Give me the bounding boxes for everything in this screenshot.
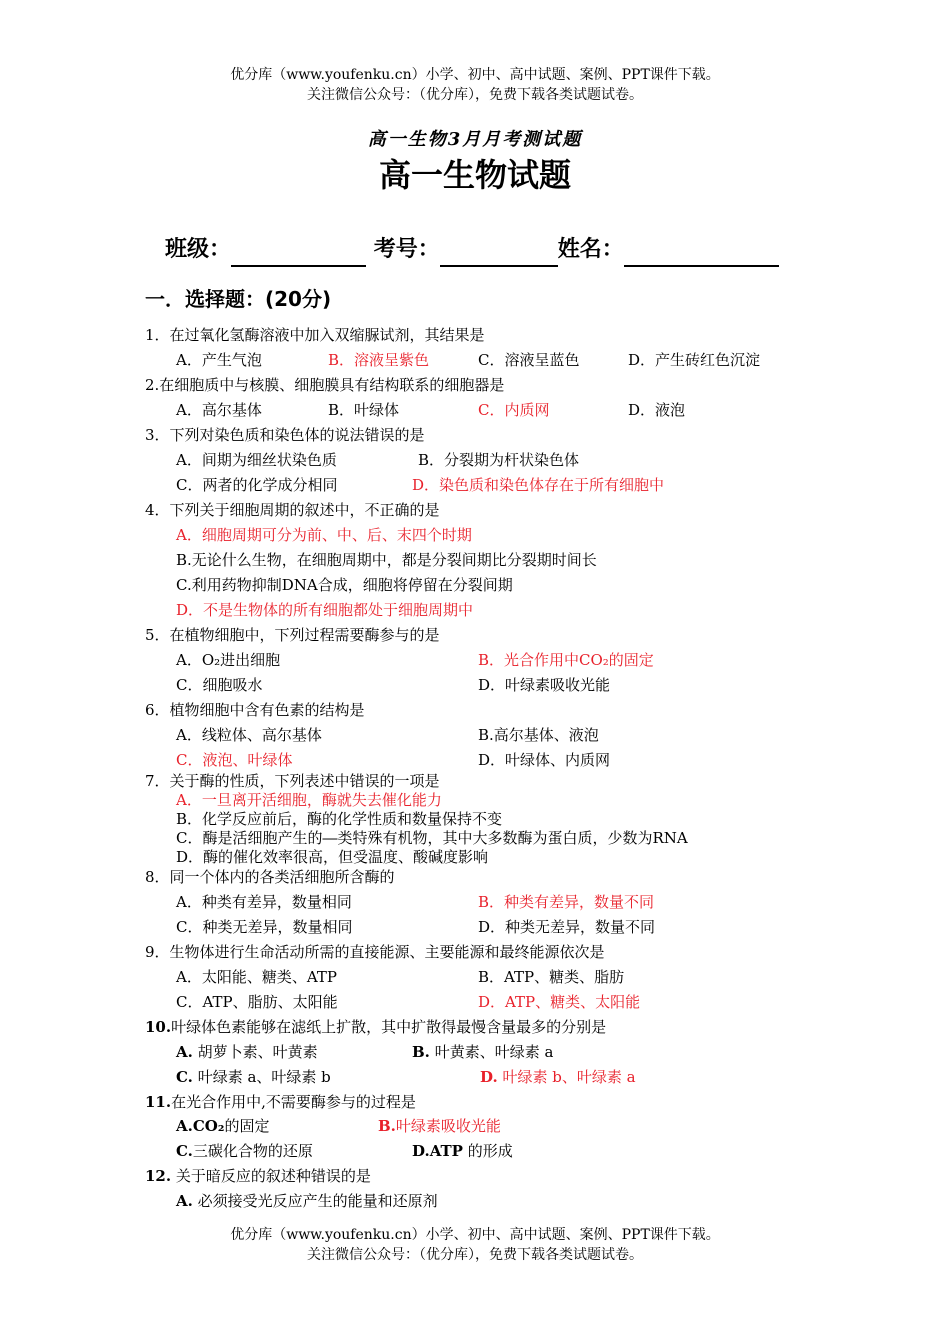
question-7-stem: 7．关于酶的性质，下列表述中错误的一项是 xyxy=(145,772,440,790)
question-2-option-d: D．液泡 xyxy=(628,401,686,419)
question-11-number: 11. xyxy=(145,1093,172,1111)
question-9-option-a: A．太阳能、糖类、ATP xyxy=(176,968,337,986)
student-info-line xyxy=(165,233,779,267)
question-9-option-d: D．ATP、糖类、太阳能 xyxy=(478,993,641,1011)
question-7-option-d: D．酶的催化效率很高，但受温度、酸碱度影响 xyxy=(176,848,489,866)
question-10-option-d-letter: D. xyxy=(480,1068,498,1086)
question-4-option-c: C.利用药物抑制DNA合成，细胞将停留在分裂间期 xyxy=(176,576,513,594)
question-5-stem: 5．在植物细胞中，下列过程需要酶参与的是 xyxy=(145,626,440,644)
question-5-option-c: C．细胞吸水 xyxy=(176,676,263,694)
exam-title: 高一生物试题 xyxy=(378,156,571,194)
question-6-option-b: B.高尔基体、液泡 xyxy=(478,726,599,744)
question-7-option-c: C．酶是活细胞产生的―类特殊有机物，其中大多数酶为蛋白质，少数为RNA xyxy=(176,829,688,847)
question-8-option-a: A．种类有差异，数量相同 xyxy=(176,893,352,911)
question-11-option-d-letter: D.ATP xyxy=(412,1142,463,1160)
exam-subtitle: 高一生物3月月考测试题 xyxy=(367,129,583,150)
question-4-option-b: B.无论什么生物，在细胞周期中，都是分裂间期比分裂期时间长 xyxy=(176,551,597,569)
question-4-option-a: A．细胞周期可分为前、中、后、末四个时期 xyxy=(176,526,472,544)
class-label: 班级： xyxy=(165,237,232,262)
question-12-text: 关于暗反应的叙述种错误的是 xyxy=(175,1167,371,1185)
question-12-option-a-letter: A. xyxy=(176,1192,193,1210)
question-9-stem: 9．生物体进行生命活动所需的直接能源、主要能源和最终能源依次是 xyxy=(145,943,605,961)
question-3-stem: 3．下列对染色质和染色体的说法错误的是 xyxy=(145,426,425,444)
question-10-text: 叶绿体色素能够在滤纸上扩散，其中扩散得最慢含量最多的分别是 xyxy=(171,1018,607,1036)
question-5-option-a: A．O₂进出细胞 xyxy=(176,651,281,669)
question-11-option-c-letter: C. xyxy=(176,1142,193,1160)
question-11-option-d-text: 的形成 xyxy=(467,1142,513,1160)
footer-line-2: 关注微信公众号：（优分库），免费下载各类试题试卷。 xyxy=(307,1247,643,1263)
class-blank xyxy=(231,239,366,267)
question-10-option-c-text: 叶绿素 a、叶绿素 b xyxy=(197,1068,331,1086)
question-10-option-d xyxy=(480,1067,636,1087)
question-11-stem xyxy=(145,1092,416,1112)
question-11-option-c-text: 三碳化合物的还原 xyxy=(192,1142,313,1160)
question-6-option-d: D．叶绿体、内质网 xyxy=(478,751,611,769)
question-12-option-a xyxy=(176,1191,438,1211)
question-3-option-d: D．染色质和染色体存在于所有细胞中 xyxy=(412,476,665,494)
question-9-option-c: C．ATP、脂肪、太阳能 xyxy=(176,993,338,1011)
question-2-option-a: A．高尔基体 xyxy=(176,401,262,419)
question-1-option-b: B．溶液呈紫色 xyxy=(328,351,430,369)
question-3-option-c: C．两者的化学成分相同 xyxy=(176,476,338,494)
question-10-option-b-text: 叶黄素、叶绿素 a xyxy=(434,1043,554,1061)
section-heading: 一．选择题：(20分) xyxy=(145,287,332,311)
question-10-option-c xyxy=(176,1067,331,1087)
question-10-option-d-text: 叶绿素 b、叶绿素 a xyxy=(502,1068,636,1086)
number-label: 考号： xyxy=(373,237,440,262)
question-1-option-c: C．溶液呈蓝色 xyxy=(478,351,580,369)
question-4-option-d xyxy=(176,600,473,620)
question-12-number: 12. xyxy=(145,1167,172,1185)
question-10-option-a xyxy=(176,1042,318,1062)
footer-line-1: 优分库（www.youfenku.cn）小学、初中、高中试题、案例、PPT课件下载。 xyxy=(230,1227,720,1243)
question-8-option-b: B．种类有差异，数量不同 xyxy=(478,893,655,911)
header-line-1: 优分库（www.youfenku.cn）小学、初中、高中试题、案例、PPT课件下载。 xyxy=(230,67,720,83)
question-11-option-b xyxy=(378,1116,501,1136)
name-blank xyxy=(624,239,779,267)
question-2-stem: 2.在细胞质中与核膜、细胞膜具有结构联系的细胞器是 xyxy=(145,376,505,394)
question-2-option-b: B．叶绿体 xyxy=(328,401,400,419)
question-6-option-a: A．线粒体、高尔基体 xyxy=(176,726,322,744)
question-10-option-c-letter: C. xyxy=(176,1068,193,1086)
question-3-option-a: A．间期为细丝状染色质 xyxy=(176,451,337,469)
question-12-option-a-text: 必须接受光反应产生的能量和还原剂 xyxy=(197,1192,438,1210)
question-10-stem xyxy=(145,1017,606,1037)
question-8-option-d: D．种类无差异，数量不同 xyxy=(478,918,656,936)
question-5-option-d: D．叶绿素吸收光能 xyxy=(478,676,611,694)
question-5-option-b: B．光合作用中CO₂的固定 xyxy=(478,651,654,669)
question-9-option-b: B．ATP、糖类、脂肪 xyxy=(478,968,625,986)
question-3-option-b: B．分裂期为杆状染色体 xyxy=(418,451,580,469)
question-7-option-a: A．一旦离开活细胞，酶就失去催化能力 xyxy=(176,791,442,809)
question-11-option-d xyxy=(412,1141,513,1161)
question-4-option-d-text: D．不是生物体的所有细胞都处于细胞周期中 xyxy=(176,601,474,619)
question-11-option-b-letter: B. xyxy=(378,1117,396,1135)
question-11-option-b-text: 叶绿素吸收光能 xyxy=(395,1117,501,1135)
question-11-option-a-text: 的固定 xyxy=(224,1117,270,1135)
question-6-option-c: C．液泡、叶绿体 xyxy=(176,751,293,769)
question-4-stem: 4．下列关于细胞周期的叙述中，不正确的是 xyxy=(145,501,440,519)
question-10-number: 10. xyxy=(145,1018,172,1036)
question-12-stem xyxy=(145,1166,371,1186)
question-1-option-d: D．产生砖红色沉淀 xyxy=(628,351,761,369)
name-label: 姓名： xyxy=(557,237,624,262)
number-blank xyxy=(440,239,558,267)
question-7-option-b: B．化学反应前后，酶的化学性质和数量保持不变 xyxy=(176,810,503,828)
question-11-option-a xyxy=(176,1116,269,1136)
question-2-option-c: C．内质网 xyxy=(478,401,550,419)
question-11-text: 在光合作用中,不需要酶参与的过程是 xyxy=(171,1093,416,1111)
question-8-option-c: C．种类无差异，数量相同 xyxy=(176,918,353,936)
question-10-option-b-letter: B. xyxy=(412,1043,430,1061)
question-11-option-c xyxy=(176,1141,313,1161)
question-1-option-a: A．产生气泡 xyxy=(176,351,262,369)
question-6-stem: 6．植物细胞中含有色素的结构是 xyxy=(145,701,365,719)
question-10-option-a-text: 胡萝卜素、叶黄素 xyxy=(197,1043,318,1061)
question-10-option-a-letter: A. xyxy=(176,1043,193,1061)
question-11-option-a-letter: A.CO₂ xyxy=(176,1117,225,1135)
question-1-stem: 1．在过氧化氢酶溶液中加入双缩脲试剂，其结果是 xyxy=(145,326,485,344)
header-line-2: 关注微信公众号：（优分库），免费下载各类试题试卷。 xyxy=(307,87,643,103)
question-8-stem: 8．同一个体内的各类活细胞所含酶的 xyxy=(145,868,395,886)
question-10-option-b xyxy=(412,1042,553,1062)
